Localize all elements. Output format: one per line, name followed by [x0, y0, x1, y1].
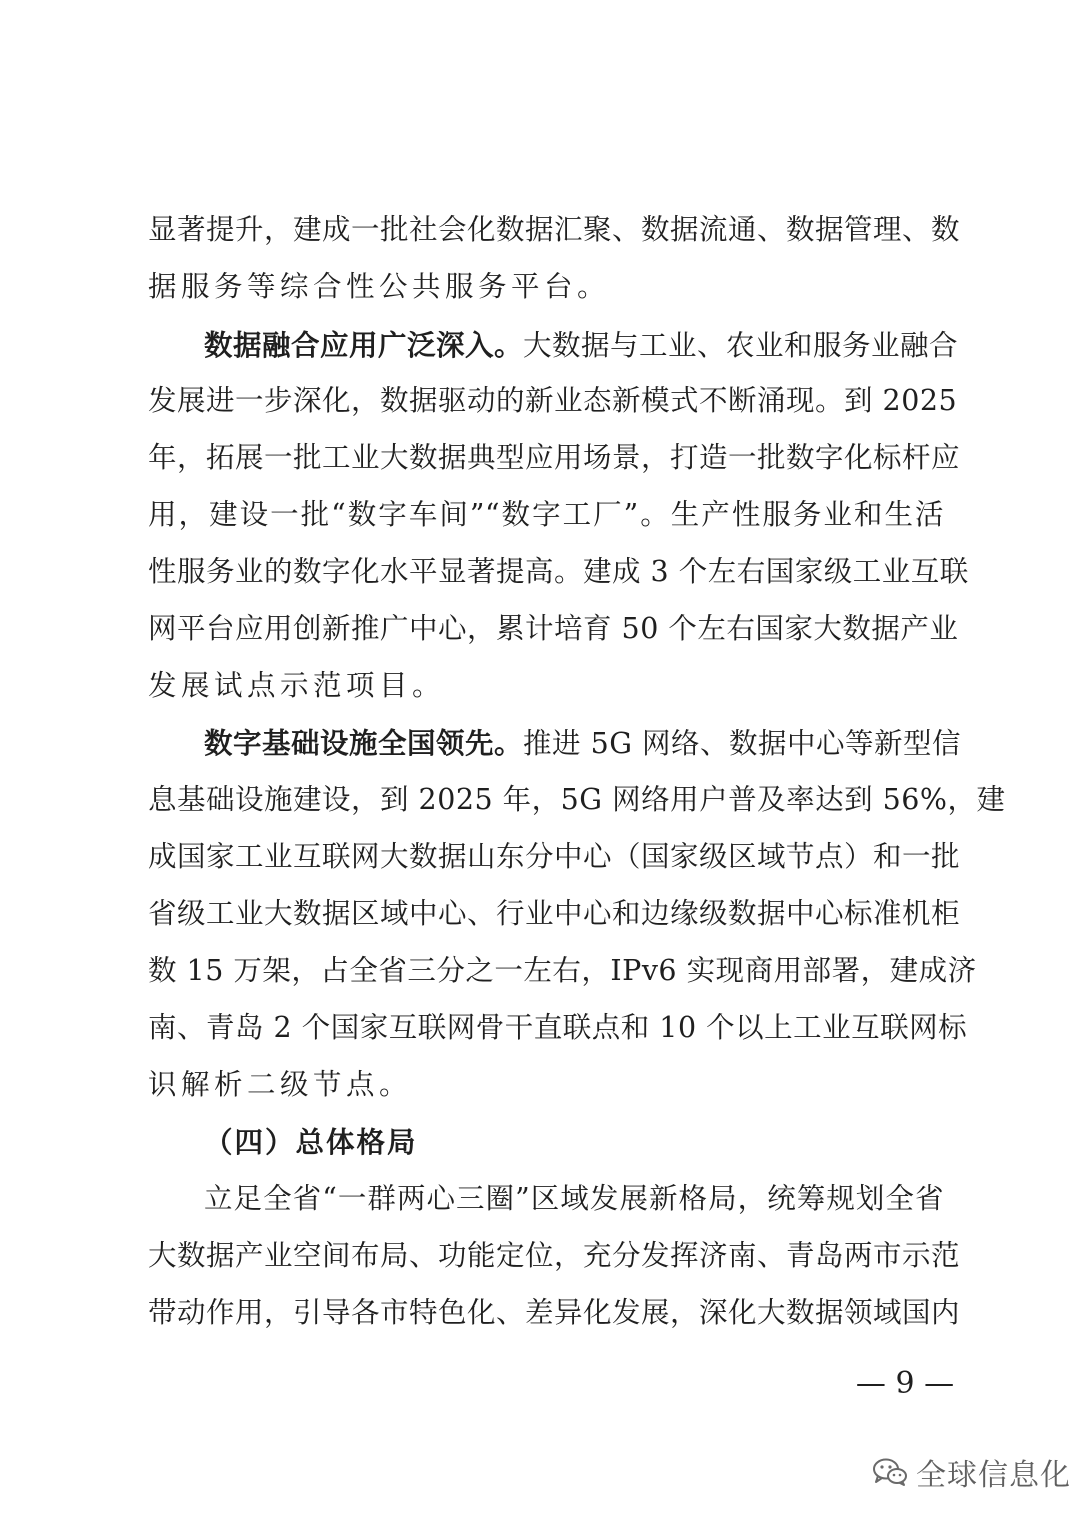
body-line: 识解析二级节点。: [148, 1068, 413, 1101]
page-number: — 9 —: [855, 1366, 955, 1401]
body-line: 数 15 万架，占全省三分之一左右，IPv6 实现商用部署，建成济: [148, 954, 977, 987]
wechat-icon: [872, 1457, 908, 1487]
body-line: 息基础设施建设，到 2025 年，5G 网络用户普及率达到 56%，建: [148, 783, 1006, 816]
body-line: 发展进一步深化，数据驱动的新业态新模式不断涌现。到 2025: [148, 384, 958, 417]
section-heading: （四）总体格局: [204, 1125, 418, 1159]
watermark: [872, 1446, 1071, 1498]
body-line: 性服务业的数字化水平显著提高。建成 3 个左右国家级工业互联: [148, 555, 969, 588]
body-line: 立足全省“一群两心三圈”区域发展新格局，统筹规划全省: [204, 1182, 944, 1215]
paragraph-line: [204, 325, 959, 365]
paragraph-lead-heading: 数字基础设施全国领先。: [204, 726, 524, 760]
body-line: 南、青岛 2 个国家互联网骨干直联点和 10 个以上工业互联网标: [148, 1011, 968, 1044]
body-line: 据服务等综合性公共服务平台。: [148, 270, 611, 303]
paragraph-line: [204, 723, 962, 763]
paragraph-lead-heading: 数据融合应用广泛深入。: [204, 328, 524, 362]
body-line: 发展试点示范项目。: [148, 669, 446, 702]
watermark-text: 全球信息化: [916, 1458, 1071, 1493]
body-line: 网平台应用创新推广中心，累计培育 50 个左右国家大数据产业: [148, 612, 959, 645]
body-line: 年，拓展一批工业大数据典型应用场景，打造一批数字化标杆应: [148, 441, 961, 474]
body-line: 成国家工业互联网大数据山东分中心（国家级区域节点）和一批: [148, 840, 961, 873]
paragraph-text: 大数据与工业、农业和服务业融合: [523, 329, 959, 362]
body-line: 大数据产业空间布局、功能定位，充分发挥济南、青岛两市示范: [148, 1239, 961, 1272]
paragraph-text: 推进 5G 网络、数据中心等新型信: [523, 727, 962, 760]
body-line: 用，建设一批“数字车间”“数字工厂”。生产性服务业和生活: [148, 498, 944, 531]
body-line: 省级工业大数据区域中心、行业中心和边缘级数据中心标准机柜: [148, 897, 961, 930]
body-line: 带动作用，引导各市特色化、差异化发展，深化大数据领域国内: [148, 1296, 961, 1329]
body-line: 显著提升，建成一批社会化数据汇聚、数据流通、数据管理、数: [148, 213, 961, 246]
